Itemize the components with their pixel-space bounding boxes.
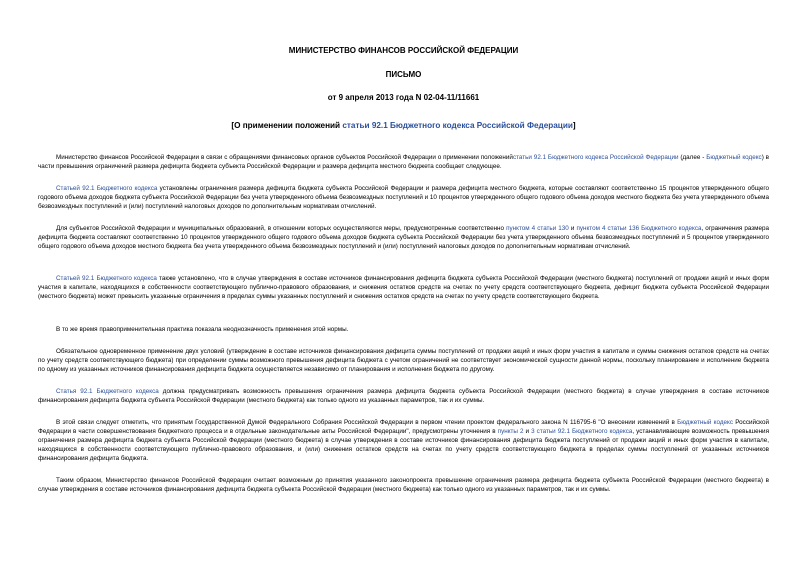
text-span: Таким образом, Министерство финансов Российской Федерации считает возможным до принятия указанного законопроекта превышение ограничения размера дефицита бюджета субъекта Российской Федерации (местного бюджета) в случае утверждения в составе источников финансирования дефицита бюджета субъекта Российской Федерации (местного бюджета) как только одного из указанных параметров, так и их суммы. xyxy=(38,477,769,494)
subject-open: [О применении положений xyxy=(231,121,343,130)
text-span: должна предусматривать возможность превышения ограничения размера дефицита бюджета субъекта Российской Федерации (местного бюджета) в случае утверждения в составе источников финансирования дефицита бюджета субъекта Российской Федерации (местного бюджета) как только одного из указанных параметров, так и их суммы. xyxy=(38,388,769,405)
paragraph-3 xyxy=(38,224,769,251)
text-span: также установлено, что в случае утверждения в составе источников финансирования дефицита бюджета субъекта Российской Федерации (местного бюджета) поступлений от продажи акций и иных форм участия в капитале, находящихся в собственности соответствующего публично-правового образования, и снижения остатков средств на счетах по учету средств соответствующего бюджета, дефицит бюджета субъекта Российской Федерации (местного бюджета) может превысить указанные ограничения в пределах суммы указанных поступлений и снижения остатков средств на счетах по учету средств соответствующего бюджета. xyxy=(38,275,769,301)
ministry-title: МИНИСТЕРСТВО ФИНАНСОВ РОССИЙСКОЙ ФЕДЕРАЦИИ xyxy=(288,46,519,55)
law-link[interactable]: пунктом 4 статьи 136 Бюджетного кодекса xyxy=(576,225,702,232)
text-span: В этой связи следует отметить, что принятым Государственной Думой Федерального Собрания Российской Федерации в первом чтении проектом федерального закона N 116795-6 "О внесении изменений в xyxy=(56,419,678,426)
text-span: Российской Федерации в части совершенствования бюджетного процесса и в отдельные законодательные акты Российской Федерации", предусмотрены уточнения в xyxy=(38,419,770,436)
text-span: установлены ограничения размера дефицита бюджета субъекта Российской Федерации и размера дефицита местного бюджета, которые составляют соответственно 15 процентов утвержденного общего годового объема доходов бюджета субъекта Российской Федерации без учета утвержденного объема безвозмездных поступлений и 10 процентов утвержденного общего годового объема доходов местного бюджета без учета утвержденного объема безвозмездных поступлений и (или) поступлений налоговых доходов по дополнительным нормативам отчислений. xyxy=(38,185,770,211)
text-span: и xyxy=(568,225,577,232)
law-link[interactable]: Статьей 92.1 Бюджетного кодекса xyxy=(56,275,157,282)
subject-link[interactable]: статьи 92.1 Бюджетного кодекса Российской Федерации xyxy=(342,121,573,130)
text-span: (далее - xyxy=(678,154,707,161)
document-date-number: от 9 апреля 2013 года N 02-04-11/11661 xyxy=(327,93,480,102)
law-link[interactable]: 3 статьи 92.1 Бюджетного кодекса xyxy=(531,428,633,436)
law-link[interactable]: пунктом 4 статьи 130 xyxy=(506,225,569,232)
text-span: , ограничения размера дефицита бюджета составляют соответственно 10 процентов утвержденного общего годового объема доходов бюджета субъекта Российской Федерации без учета утвержденного объема безвозмездных поступлений и 5 процентов утвержденного общего годового объема доходов местного бюджета без учета утвержденного объема безвозмездных поступлений и (или) поступлений налоговых доходов по дополнительным нормативам отчислений. xyxy=(38,225,769,251)
law-link[interactable]: Бюджетный кодекс xyxy=(677,419,733,426)
text-span: и xyxy=(523,428,532,436)
text-span: ) в части превышения ограничений размера дефицита бюджета субъекта Российской Федерации и размера дефицита местного бюджета сообщает следующее. xyxy=(38,154,770,171)
law-link[interactable]: статьи 92.1 Бюджетного кодекса Российской Федерации xyxy=(512,154,679,161)
document-subject xyxy=(0,121,807,131)
law-link[interactable]: Бюджетный кодекс xyxy=(706,154,762,161)
paragraph-1 xyxy=(38,153,769,171)
text-span: , устанавливающие возможность превышения ограничения размера дефицита бюджета субъекта Российской Федерации (местного бюджета) в случае утверждения в составе источников финансирования дефицита бюджета поступлений от продажи акций и иных форм участия в капитале, находящихся в собственности соответствующего публично-правового образования, и (или) снижения остатков средств на счетах по учету средств соответствующего бюджета в пределах суммы поступлений от указанных источников финансирования дефицита бюджета. xyxy=(38,428,769,463)
text-span: Для субъектов Российской Федерации и муниципальных образований, в отношении которых осуществляются меры, предусмотренные соответственно xyxy=(56,225,507,232)
subject-close: ] xyxy=(572,121,576,130)
paragraph-9 xyxy=(38,476,769,494)
paragraph-2 xyxy=(38,184,769,211)
law-link[interactable]: Статьей 92.1 Бюджетного кодекса xyxy=(56,185,158,192)
paragraph-4 xyxy=(38,274,769,301)
text-span: Министерство финансов Российской Федерации в связи с обращениями финансовых органов субъектов Российской Федерации о применении положений xyxy=(56,154,513,161)
document-type: ПИСЬМО xyxy=(385,70,422,79)
law-link[interactable]: пункты 2 xyxy=(497,428,524,436)
text-span: В то же время правоприменительная практика показала неоднозначность применения этой нормы. xyxy=(56,326,349,333)
law-link[interactable]: Статья 92.1 Бюджетного кодекса xyxy=(56,388,159,395)
paragraph-8 xyxy=(38,418,769,463)
paragraph-6 xyxy=(38,347,769,374)
text-span: Обязательное одновременное применение двух условий (утверждение в составе источников финансирования дефицита суммы поступлений от продажи акций и иных форм участия в капитале и суммы снижения остатков средств на счетах по учету средств соответствующего бюджета) при определении суммы возможного превышения дефицита бюджета с учетом ограничений не соответствует экономической сущности данной нормы, поскольку планирование и исполнение бюджета по одному из указанных источников финансирования дефицита бюджета осуществляется независимо от планирования и исполнения бюджета по другому. xyxy=(38,348,769,374)
paragraph-5 xyxy=(38,325,769,334)
paragraph-7 xyxy=(38,387,769,405)
